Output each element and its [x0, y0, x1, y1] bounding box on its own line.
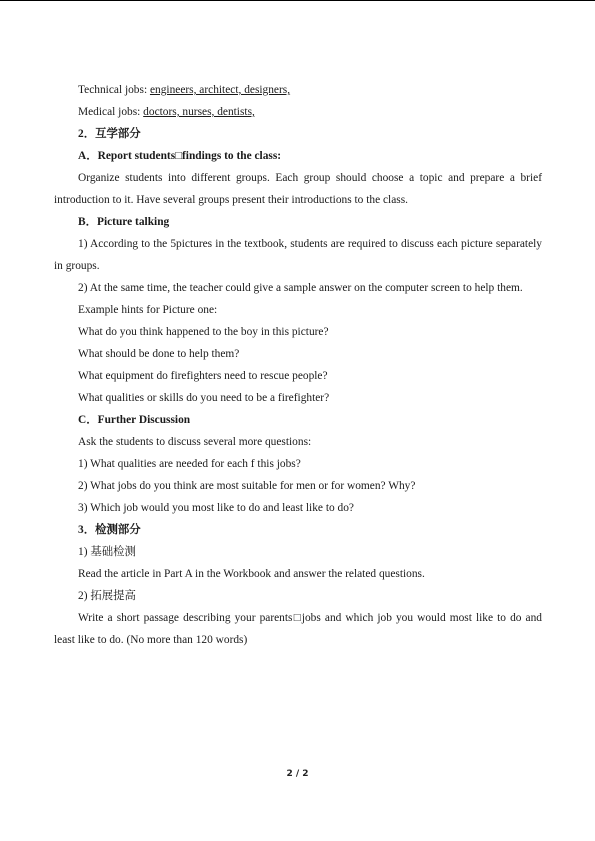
part-b-paragraph-2: 2) At the same time, the teacher could give a sample answer on the computer screen to help them.: [78, 282, 523, 294]
medical-jobs-value: doctors, nurses, dentists,: [143, 106, 255, 118]
subsection-1-text: Read the article in Part A in the Workbook and answer the related questions.: [78, 568, 425, 580]
hint-question-3: What equipment do firefighters need to rescue people?: [78, 370, 328, 382]
discussion-question-3: 3) Which job would you most like to do and least like to do?: [78, 502, 354, 514]
top-rule: [0, 0, 595, 1]
discussion-question-2: 2) What jobs do you think are most suitable for men or for women? Why?: [78, 480, 416, 492]
hint-question-1: What do you think happened to the boy in this picture?: [78, 326, 329, 338]
page-number: 2 / 2: [286, 769, 309, 779]
part-c-heading: C．Further Discussion: [78, 414, 191, 426]
technical-jobs-label: Technical jobs:: [78, 84, 150, 96]
part-a-paragraph: Organize students into different groups. Each group should choose a topic and prepare a brief introduction to it. Have several groups present their introductions to the class.: [54, 172, 542, 206]
part-b-heading: B．Picture talking: [78, 216, 170, 228]
subsection-2-text: Write a short passage describing your parents□jobs and which job you would most like to do and least like to do. (No more than 120 words): [54, 612, 542, 646]
part-a-heading: A．Report students□findings to the class:: [78, 150, 282, 162]
subsection-1-heading: 1) 基础检测: [78, 546, 136, 558]
section-2-heading: 2．互学部分: [78, 128, 141, 140]
hint-question-2: What should be done to help them?: [78, 348, 240, 360]
document-body: [54, 79, 542, 651]
subsection-2-heading: 2) 拓展提高: [78, 590, 136, 602]
part-c-intro: Ask the students to discuss several more questions:: [78, 436, 312, 448]
medical-jobs-line: [54, 101, 542, 123]
section-3-heading: 3．检测部分: [78, 524, 141, 536]
technical-jobs-value: engineers, architect, designers,: [149, 84, 291, 96]
medical-jobs-label: Medical jobs:: [78, 106, 144, 118]
example-hints-line: Example hints for Picture one:: [78, 304, 218, 316]
technical-jobs-line: [54, 79, 542, 101]
discussion-question-1: 1) What qualities are needed for each f this jobs?: [78, 458, 301, 470]
part-b-paragraph-1: 1) According to the 5pictures in the textbook, students are required to discuss each picture separately in groups.: [54, 238, 542, 272]
hint-question-4: What qualities or skills do you need to be a firefighter?: [78, 392, 330, 404]
